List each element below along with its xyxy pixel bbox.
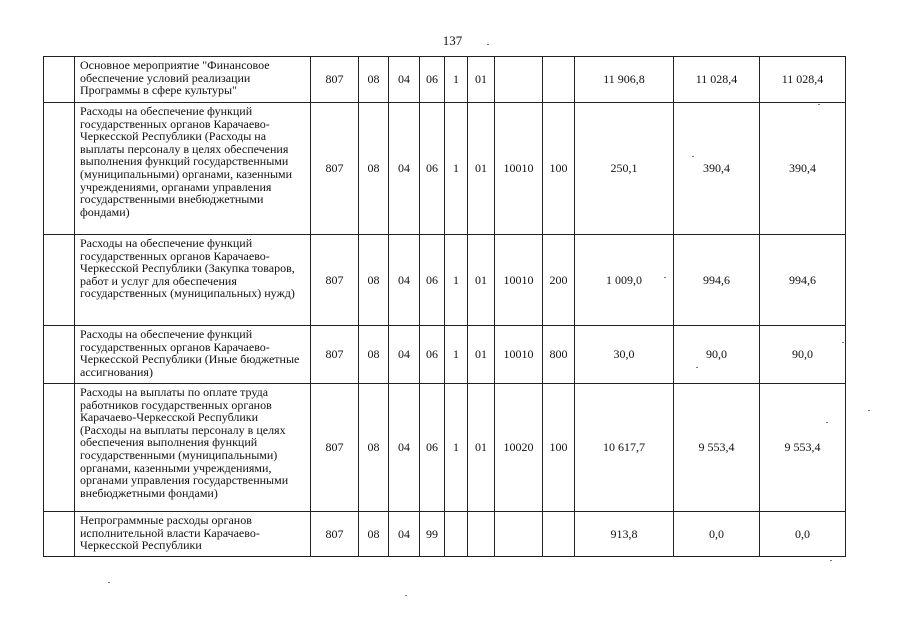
event-cell: 01 (468, 384, 495, 512)
subsection-cell: 04 (389, 235, 420, 326)
subprogram-cell: 1 (445, 103, 468, 235)
subprogram-cell: 1 (445, 57, 468, 103)
direction-cell: 10010 (495, 103, 543, 235)
program-cell: 99 (420, 512, 445, 557)
expense-type-cell: 100 (543, 103, 575, 235)
table-row (44, 512, 846, 557)
amount-3-cell: 994,6 (760, 235, 846, 326)
event-cell: 01 (468, 235, 495, 326)
subsection-cell: 04 (389, 326, 420, 384)
section-cell: 08 (359, 326, 389, 384)
description-cell: Расходы на обеспечение функций государственных органов Карачаево-Черкесской Республики (Иные бюджетные ассигнования) (75, 326, 311, 384)
direction-cell: 10010 (495, 235, 543, 326)
row-number-cell (44, 57, 75, 103)
row-number-cell (44, 103, 75, 235)
table-row (44, 235, 846, 326)
section-cell: 08 (359, 235, 389, 326)
direction-cell: 10010 (495, 326, 543, 384)
ministry-cell: 807 (311, 326, 359, 384)
amount-3-cell: 90,0 (760, 326, 846, 384)
direction-cell (495, 57, 543, 103)
ministry-cell: 807 (311, 512, 359, 557)
program-cell: 06 (420, 384, 445, 512)
amount-2-cell: 9 553,4 (674, 384, 760, 512)
event-cell: 01 (468, 103, 495, 235)
ministry-cell: 807 (311, 103, 359, 235)
amount-2-cell: 11 028,4 (674, 57, 760, 103)
description-cell: Основное мероприятие "Финансовое обеспечение условий реализации Программы в сфере культуры" (75, 57, 311, 103)
expense-type-cell (543, 512, 575, 557)
description-cell: Расходы на выплаты по оплате труда работников государственных органов Карачаево-Черкесской Республики (Расходы на выплаты персоналу в целях обеспечения выполнения функций государственными (муниципальными) органами, казенными учреждениями, органами управления государственными внебюджетными фондами) (75, 384, 311, 512)
row-number-cell (44, 235, 75, 326)
subsection-cell: 04 (389, 512, 420, 557)
amount-3-cell: 0,0 (760, 512, 846, 557)
section-cell: 08 (359, 512, 389, 557)
subsection-cell: 04 (389, 384, 420, 512)
amount-2-cell: 0,0 (674, 512, 760, 557)
table-row (44, 57, 846, 103)
budget-table (43, 56, 846, 557)
subsection-cell: 04 (389, 103, 420, 235)
ministry-cell: 807 (311, 384, 359, 512)
amount-2-cell: 994,6 (674, 235, 760, 326)
row-number-cell (44, 384, 75, 512)
program-cell: 06 (420, 57, 445, 103)
description-cell: Расходы на обеспечение функций государственных органов Карачаево-Черкесской Республики (Закупка товаров, работ и услуг для обеспечения государственных (муниципальных) нужд) (75, 235, 311, 326)
amount-3-cell: 9 553,4 (760, 384, 846, 512)
amount-1-cell: 10 617,7 (575, 384, 674, 512)
amount-3-cell: 11 028,4 (760, 57, 846, 103)
direction-cell: 10020 (495, 384, 543, 512)
event-cell: 01 (468, 326, 495, 384)
event-cell: 01 (468, 57, 495, 103)
subprogram-cell (445, 512, 468, 557)
ministry-cell: 807 (311, 57, 359, 103)
event-cell (468, 512, 495, 557)
expense-type-cell: 200 (543, 235, 575, 326)
expense-type-cell (543, 57, 575, 103)
row-number-cell (44, 326, 75, 384)
subprogram-cell: 1 (445, 235, 468, 326)
program-cell: 06 (420, 326, 445, 384)
amount-1-cell: 913,8 (575, 512, 674, 557)
table-row (44, 103, 846, 235)
expense-type-cell: 100 (543, 384, 575, 512)
section-cell: 08 (359, 57, 389, 103)
amount-1-cell: 1 009,0 (575, 235, 674, 326)
amount-2-cell: 90,0 (674, 326, 760, 384)
section-cell: 08 (359, 103, 389, 235)
section-cell: 08 (359, 384, 389, 512)
subprogram-cell: 1 (445, 384, 468, 512)
program-cell: 06 (420, 235, 445, 326)
row-number-cell (44, 512, 75, 557)
amount-1-cell: 30,0 (575, 326, 674, 384)
amount-1-cell: 11 906,8 (575, 57, 674, 103)
expense-type-cell: 800 (543, 326, 575, 384)
amount-1-cell: 250,1 (575, 103, 674, 235)
page-number: 137 (442, 33, 463, 48)
table-row (44, 384, 846, 512)
amount-3-cell: 390,4 (760, 103, 846, 235)
amount-2-cell: 390,4 (674, 103, 760, 235)
direction-cell (495, 512, 543, 557)
ministry-cell: 807 (311, 235, 359, 326)
program-cell: 06 (420, 103, 445, 235)
table-row (44, 326, 846, 384)
subsection-cell: 04 (389, 57, 420, 103)
subprogram-cell: 1 (445, 326, 468, 384)
description-cell: Непрограммные расходы органов исполнительной власти Карачаево-Черкесской Республики (75, 512, 311, 557)
description-cell: Расходы на обеспечение функций государственных органов Карачаево-Черкесской Республики (Расходы на выплаты персоналу в целях обеспечения выполнения функций государственными (муниципальными) органами, казенными учреждениями, органами управления государственными внебюджетными фондами) (75, 103, 311, 235)
